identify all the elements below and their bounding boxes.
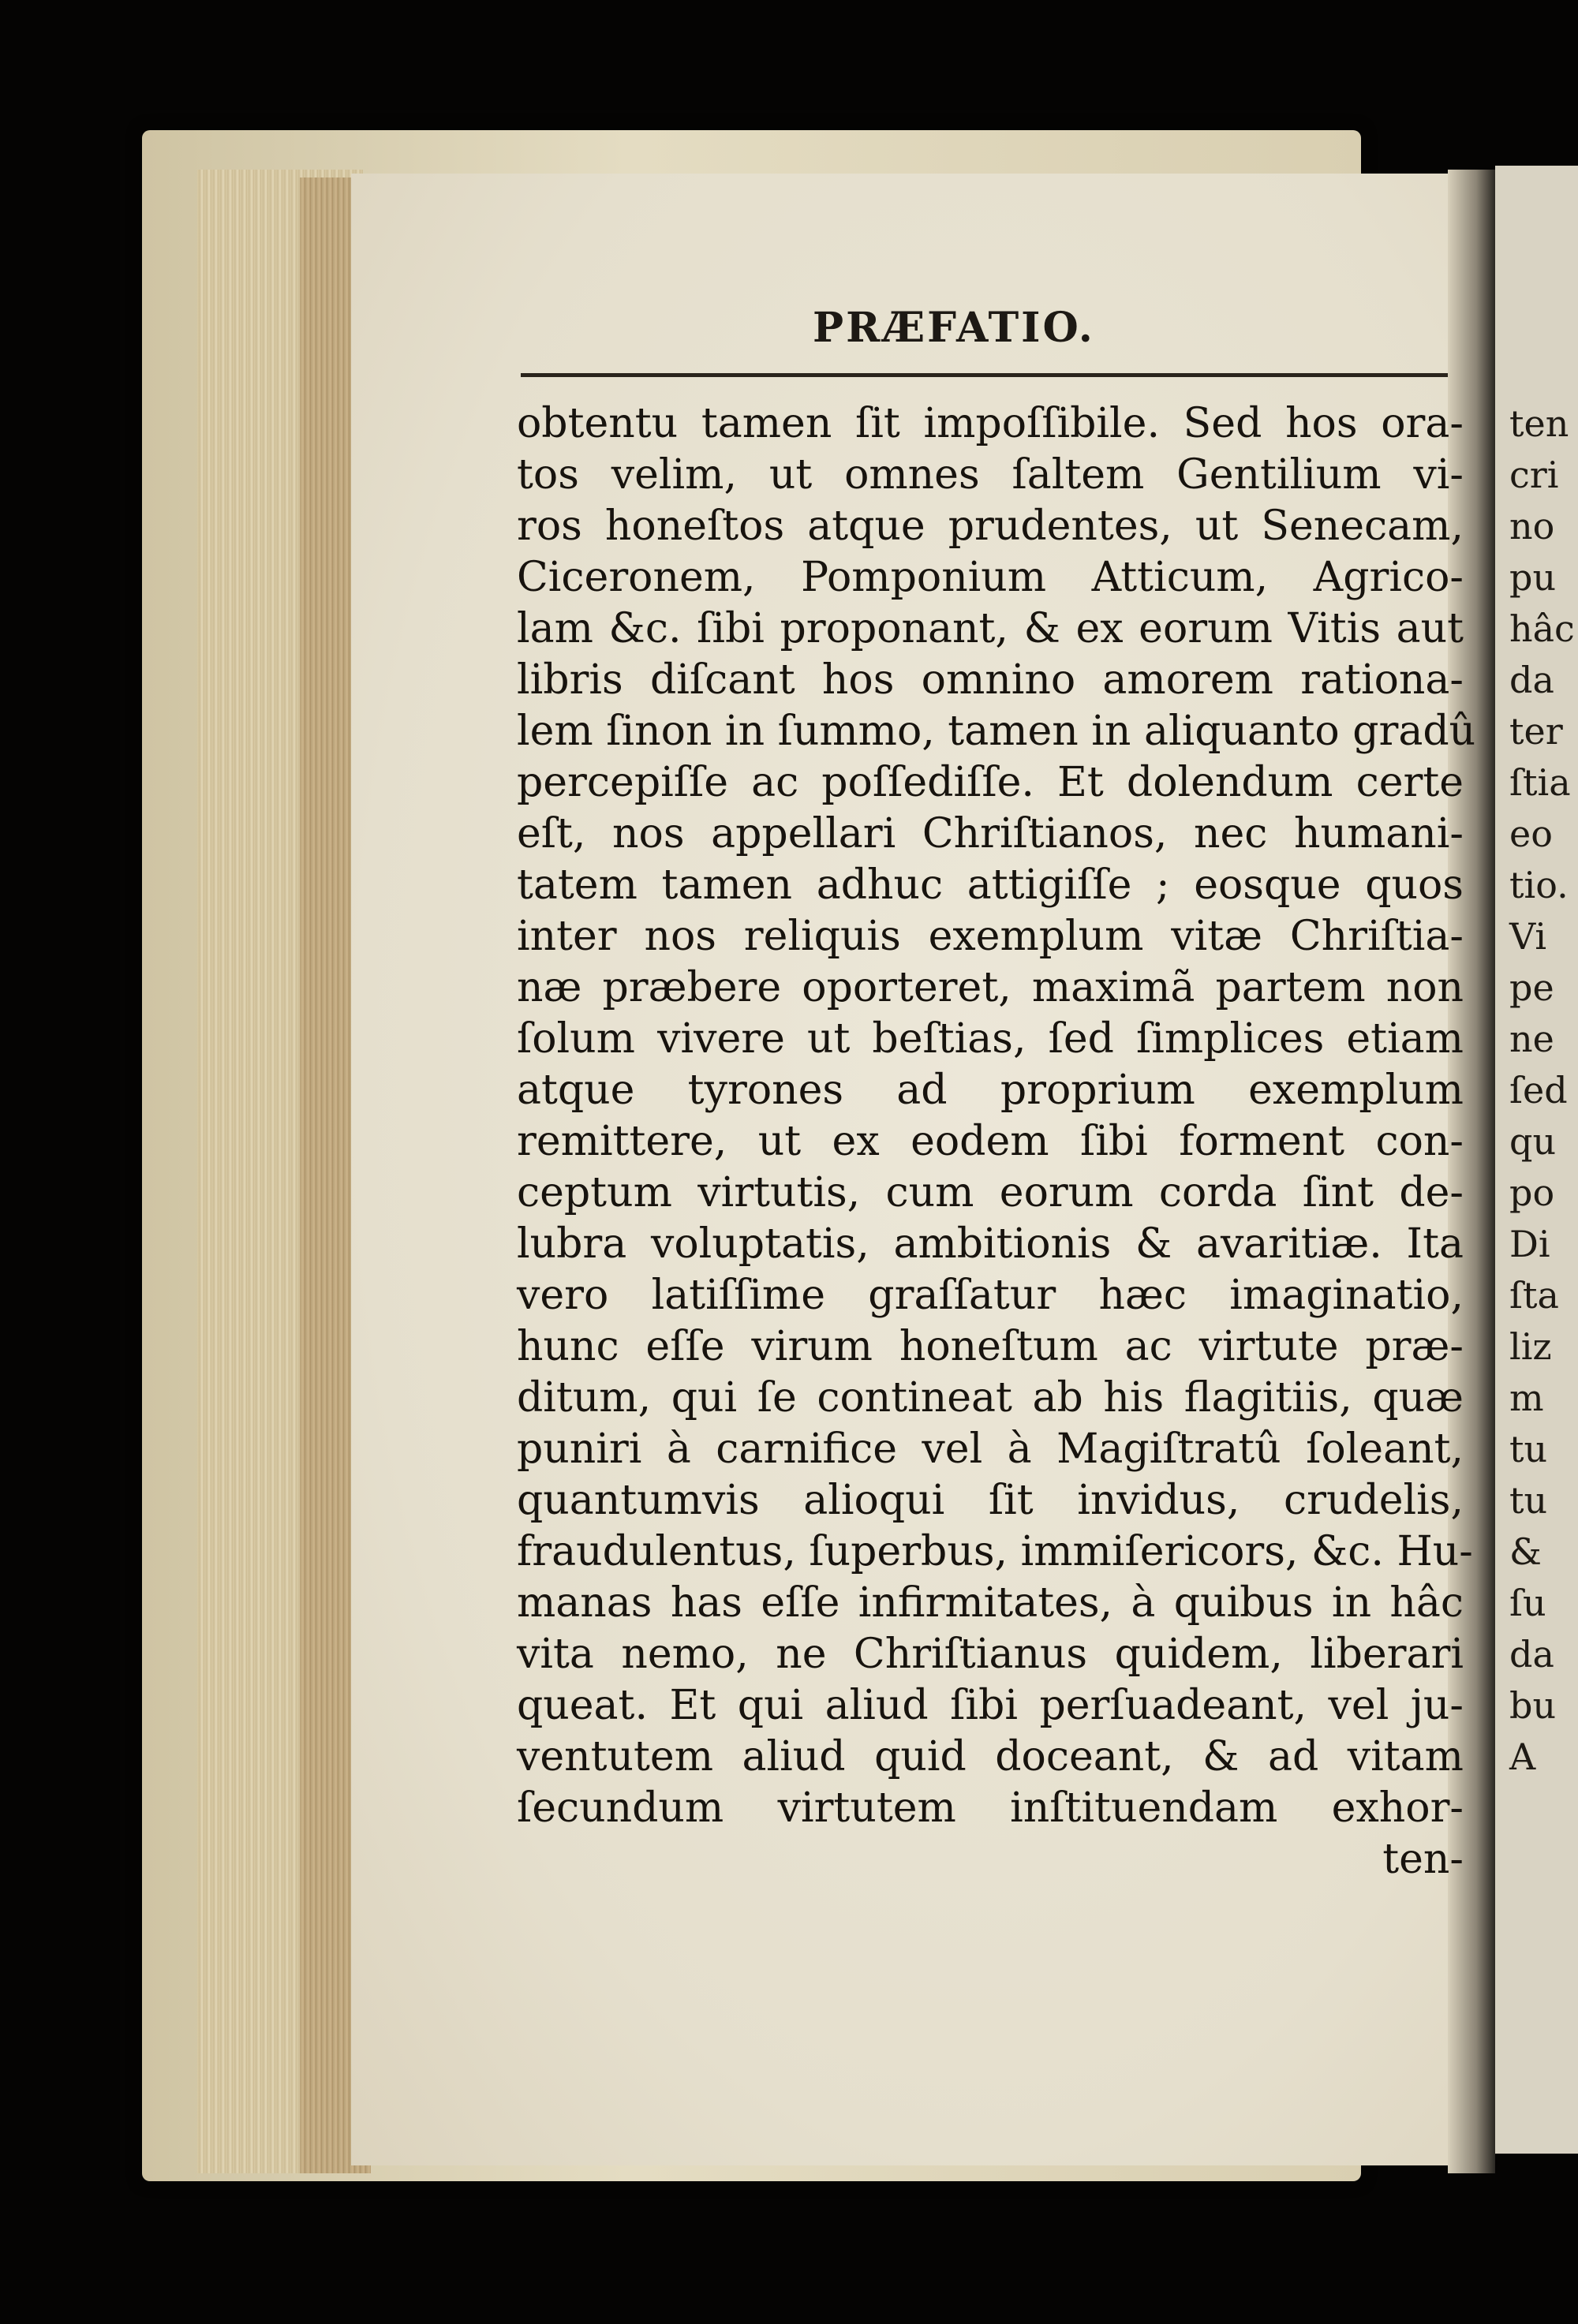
facing-page (1495, 166, 1578, 2154)
facing-page-fragment: ten (1509, 402, 1569, 445)
facing-page-fragment: Di (1509, 1223, 1550, 1265)
text-line: ceptum virtutis, cum eorum corda ſint de- (517, 1169, 1464, 1216)
facing-page-fragment: Vi (1509, 915, 1547, 958)
text-line: tos velim, ut omnes ſaltem Gentilium vi- (517, 451, 1464, 499)
facing-page-fragment: eo (1509, 813, 1553, 855)
facing-page-fragment: m (1509, 1377, 1544, 1419)
text-line: fraudulentus, ſuperbus, immiſericors, &c. Hu- (517, 1528, 1473, 1575)
facing-page-fragment: no (1509, 505, 1555, 547)
text-line: ſecundum virtutem inſtituendam exhor- (517, 1784, 1464, 1832)
text-line: inter nos reliquis exemplum vitæ Chriſtia- (517, 913, 1464, 960)
text-line: quantumvis alioqui ſit invidus, crudelis, (517, 1477, 1464, 1524)
facing-page-fragment: ſtia (1509, 761, 1571, 804)
text-line: næ præbere oporteret, maximã partem non (517, 964, 1464, 1011)
facing-page-fragment: tio. (1509, 864, 1569, 906)
text-line: ros honeſtos atque prudentes, ut Senecam, (517, 503, 1464, 550)
facing-page-fragment: cri (1509, 454, 1559, 496)
text-line: vita nemo, ne Chriſtianus quidem, liberari (517, 1631, 1464, 1678)
facing-page-fragment: liz (1509, 1325, 1552, 1368)
facing-page-fragment: ne (1509, 1018, 1554, 1060)
text-line: hunc eſſe virum honeſtum ac virtute præ- (517, 1323, 1464, 1370)
text-line: tatem tamen adhuc attigiſſe ; eosque quos (517, 861, 1464, 909)
text-line: ditum, qui ſe contineat ab his flagitiis, quæ (517, 1374, 1464, 1422)
facing-page-fragment: da (1509, 1633, 1554, 1676)
text-line: queat. Et qui aliud ſibi perſuadeant, vel ju- (517, 1682, 1464, 1729)
facing-page-fragment: ſta (1509, 1274, 1559, 1317)
text-line: puniri à carnifice vel à Magiſtratû ſoleant, (517, 1425, 1464, 1473)
catchword: ten- (1382, 1836, 1464, 1883)
header-rule (521, 373, 1448, 377)
facing-page-fragment: hâc (1509, 607, 1575, 650)
facing-page-fragment: po (1509, 1171, 1555, 1214)
text-line: ſolum vivere ut beſtias, ſed ſimplices etiam (517, 1015, 1464, 1063)
facing-page-fragment: ſu (1509, 1582, 1546, 1624)
facing-page-fragment: tu (1509, 1479, 1548, 1522)
text-line: eſt, nos appellari Chriſtianos, nec humani- (517, 810, 1464, 857)
text-line: remittere, ut ex eodem ſibi forment con- (517, 1118, 1464, 1165)
text-line: lubra voluptatis, ambitionis & avaritiæ. Ita (517, 1220, 1464, 1268)
facing-page-fragment: ter (1509, 710, 1563, 753)
page-header: PRÆFATIO. (813, 304, 1095, 352)
facing-page-fragment: ſed (1509, 1069, 1568, 1112)
text-line: percepiſſe ac poſſediſſe. Et dolendum certe (517, 759, 1464, 806)
text-line: lam &c. ſibi proponant, & ex eorum Vitis aut (517, 605, 1464, 652)
text-line: ventutem aliud quid doceant, & ad vitam (517, 1733, 1464, 1780)
facing-page-fragment: tu (1509, 1428, 1548, 1470)
text-line: manas has eſſe infirmitates, à quibus in hâc (517, 1579, 1464, 1627)
facing-page-fragment: qu (1509, 1120, 1557, 1163)
text-line: Ciceronem, Pomponium Atticum, Agrico- (517, 554, 1464, 601)
facing-page-fragment: pu (1509, 556, 1557, 599)
text-line: libris diſcant hos omnino amorem rationa- (517, 656, 1464, 704)
text-line: atque tyrones ad proprium exemplum (517, 1067, 1464, 1114)
text-line: obtentu tamen ſit impoſſibile. Sed hos ora- (517, 400, 1464, 447)
facing-page-fragment: & (1509, 1530, 1542, 1573)
facing-page-fragment: bu (1509, 1684, 1557, 1727)
page-body-text (517, 398, 1476, 1885)
facing-page-fragment: A (1509, 1736, 1536, 1778)
text-line: lem ſinon in ſummo, tamen in aliquanto gradû (517, 708, 1476, 755)
facing-page-fragment: da (1509, 659, 1554, 701)
text-line: vero latiſſime graſſatur hæc imaginatio, (517, 1272, 1464, 1319)
facing-page-fragment: pe (1509, 966, 1554, 1009)
